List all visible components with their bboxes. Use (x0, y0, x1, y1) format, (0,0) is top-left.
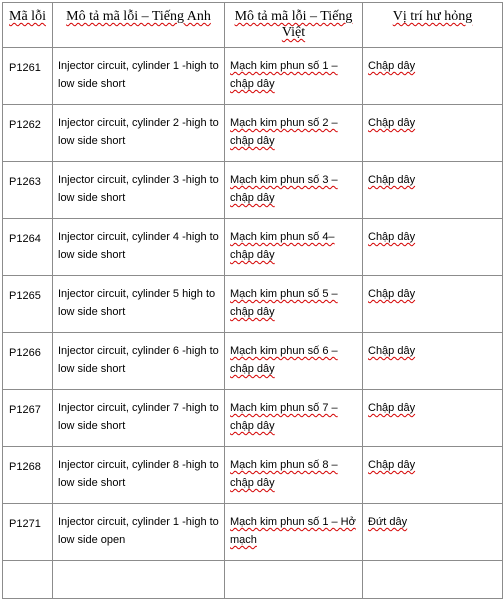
cell-position: Chập dây (363, 390, 503, 447)
cell-vietnamese: Mạch kim phun số 4– chập dây (225, 219, 363, 276)
cell-english: Injector circuit, cylinder 8 -high to low side short (53, 447, 225, 504)
table-row (3, 48, 503, 105)
error-code-table (2, 2, 503, 599)
cell-code: P1263 (3, 162, 53, 219)
cell-code: P1264 (3, 219, 53, 276)
cell-vietnamese: Mạch kim phun số 2 – chập dây (225, 105, 363, 162)
cell-english: Injector circuit, cylinder 1 -high to low side short (53, 48, 225, 105)
cell-position: Chập dây (363, 162, 503, 219)
document-page (2, 2, 502, 598)
cell-position: Chập dây (363, 219, 503, 276)
table-row (3, 105, 503, 162)
cell-code: P1271 (3, 504, 53, 561)
cell-position: Đứt dây (363, 504, 503, 561)
cell-vietnamese: Mạch kim phun số 5 – chập dây (225, 276, 363, 333)
cell-code: P1265 (3, 276, 53, 333)
cell-code: P1266 (3, 333, 53, 390)
cell-position: Chập dây (363, 105, 503, 162)
table-row (3, 276, 503, 333)
cell-vietnamese: Mạch kim phun số 3 – chập dây (225, 162, 363, 219)
cell-vietnamese: Mạch kim phun số 8 – chập dây (225, 447, 363, 504)
table-header-row (3, 3, 503, 48)
cell-vietnamese: Mạch kim phun số 1 – chập dây (225, 48, 363, 105)
cell-vietnamese: Mạch kim phun số 6 – chập dây (225, 333, 363, 390)
header-english-description: Mô tả mã lỗi – Tiếng Anh (53, 3, 225, 48)
table-row (3, 219, 503, 276)
header-fault-position: Vị trí hư hỏng (363, 3, 503, 48)
table-row (3, 390, 503, 447)
cell-vietnamese: Mạch kim phun số 7 – chập dây (225, 390, 363, 447)
cell-english: Injector circuit, cylinder 5 high to low side short (53, 276, 225, 333)
cell-empty (53, 561, 225, 599)
table-row-empty (3, 561, 503, 599)
cell-position: Chập dây (363, 447, 503, 504)
cell-english: Injector circuit, cylinder 3 -high to low side short (53, 162, 225, 219)
cell-empty (225, 561, 363, 599)
table-row (3, 504, 503, 561)
header-code: Mã lỗi (3, 3, 53, 48)
cell-vietnamese: Mạch kim phun số 1 – Hở mạch (225, 504, 363, 561)
cell-english: Injector circuit, cylinder 2 -high to low side short (53, 105, 225, 162)
cell-code: P1261 (3, 48, 53, 105)
header-vietnamese-description: Mô tả mã lỗi – Tiếng Việt (225, 3, 363, 48)
cell-code: P1267 (3, 390, 53, 447)
cell-english: Injector circuit, cylinder 4 -high to low side short (53, 219, 225, 276)
cell-empty (3, 561, 53, 599)
cell-position: Chập dây (363, 333, 503, 390)
table-row (3, 162, 503, 219)
cell-english: Injector circuit, cylinder 7 -high to low side short (53, 390, 225, 447)
table-row (3, 447, 503, 504)
cell-code: P1262 (3, 105, 53, 162)
table-row (3, 333, 503, 390)
cell-english: Injector circuit, cylinder 6 -high to low side short (53, 333, 225, 390)
cell-position: Chập dây (363, 276, 503, 333)
cell-empty (363, 561, 503, 599)
cell-code: P1268 (3, 447, 53, 504)
cell-position: Chập dây (363, 48, 503, 105)
cell-english: Injector circuit, cylinder 1 -high to low side open (53, 504, 225, 561)
